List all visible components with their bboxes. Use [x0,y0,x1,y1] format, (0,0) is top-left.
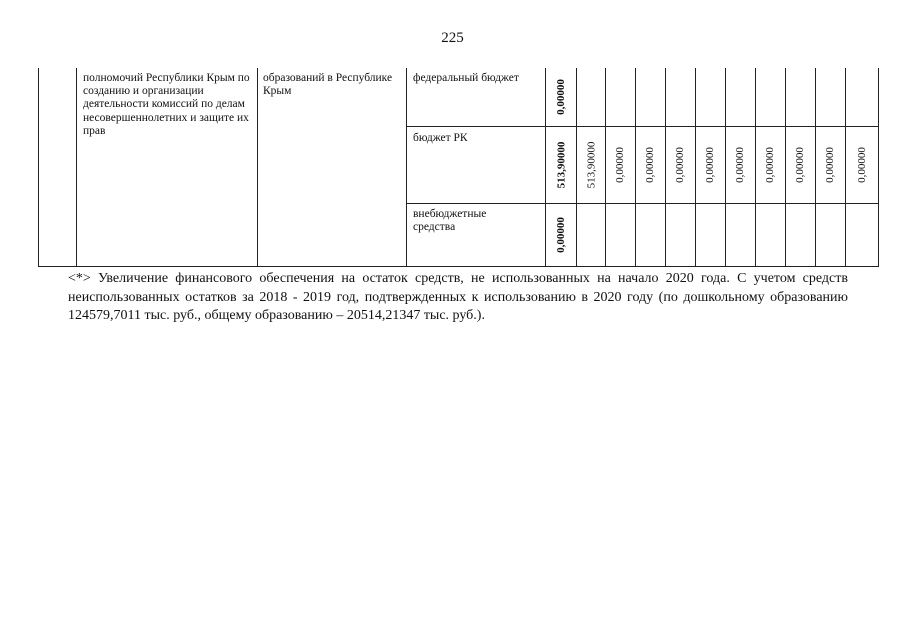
column-divider [76,68,77,267]
value-cell [636,127,664,203]
footnote: <*> Увеличение финансового обеспечения на остаток средств, не использованных на начало 2020 года. С учетом средств неиспользованных остатков за 2018 - 2019 год, подтвержденных к использованию в 2020 году (по дошкольному образованию 124579,7011 тыс. руб., общему образованию – 20514,21347 тыс. руб.). [68,271,848,323]
source-cell-federal: федеральный бюджет [413,72,519,84]
value-year: 513,90000 [585,141,597,189]
column-divider [406,68,407,267]
value-cell [606,127,634,203]
source-cell-extrabudget: внебюджетные средства [413,208,487,234]
table-border-bottom [38,266,878,267]
value-cell [547,204,575,266]
value-cell [696,127,724,203]
value-year: 0,00000 [704,147,716,183]
value-cell [547,127,575,203]
value-year: 0,00000 [824,147,836,183]
value-cell [577,127,605,203]
value-cell [666,127,694,203]
column-divider [545,68,546,267]
value-year: 0,00000 [734,147,746,183]
value-year: 0,00000 [674,147,686,183]
value-total: 513,90000 [555,141,567,189]
value-total: 0,00000 [555,217,567,253]
value-cell [786,127,814,203]
value-year: 0,00000 [764,147,776,183]
column-divider [845,68,846,267]
source-cell-rk: бюджет РК [413,132,468,144]
column-divider [257,68,258,267]
value-cell [756,127,784,203]
value-year: 0,00000 [794,147,806,183]
task-cell: полномочий Республики Крым по созданию и организации деятельности комиссий по делам несовершеннолетних и защите их прав [83,72,250,137]
table-border-left [38,68,39,267]
value-year: 0,00000 [644,147,656,183]
value-cell [726,127,754,203]
page-number: 225 [441,30,464,46]
value-cell [848,127,876,203]
value-cell [816,127,844,203]
value-cell [547,68,575,126]
table-border-right [878,68,879,267]
value-year: 0,00000 [614,147,626,183]
row-divider [406,203,878,204]
value-year: 0,00000 [856,147,868,183]
value-total: 0,00000 [555,79,567,115]
executor-cell: образований в Республике Крым [263,72,393,98]
